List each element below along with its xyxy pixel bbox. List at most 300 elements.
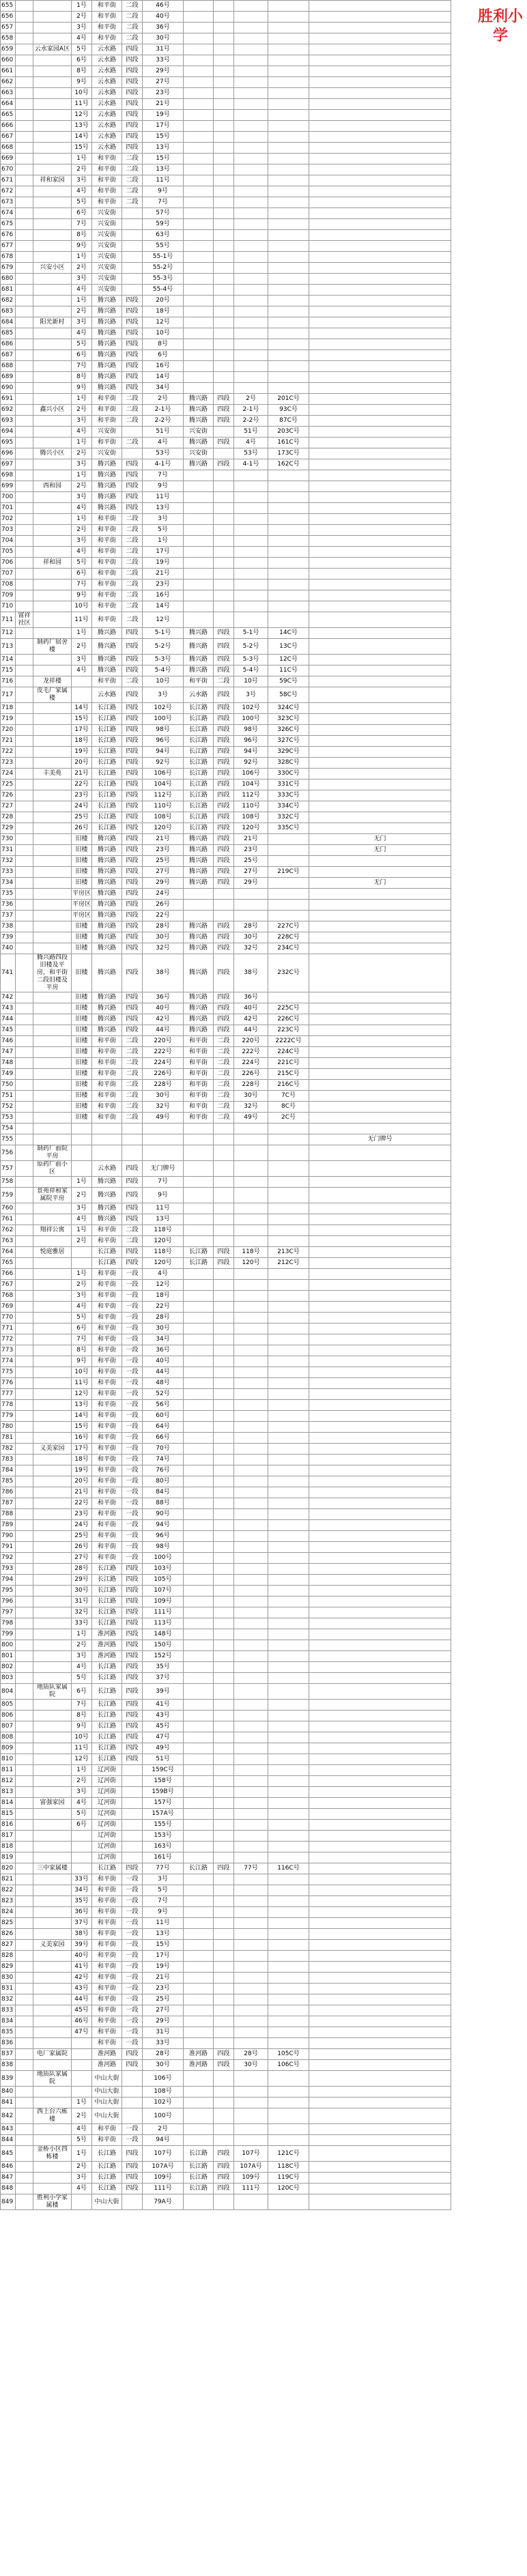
code-cell: 335C号: [268, 823, 309, 834]
house-no-2-cell: 107A号: [234, 2162, 268, 2173]
note-cell: [309, 1411, 451, 1422]
segment-cell: 二段: [122, 438, 143, 448]
table-row: [1, 1124, 451, 1134]
table-row: [1, 1896, 451, 1907]
table-row: [1, 1787, 451, 1798]
segment-cell: 四段: [122, 790, 143, 801]
community-cell: [16, 1564, 33, 1575]
row-number-cell: 770: [1, 1313, 16, 1323]
street-2-cell: [184, 1842, 214, 1852]
note-cell: [309, 812, 451, 823]
code-cell: [268, 1874, 309, 1885]
segment-2-cell: 四段: [214, 736, 234, 747]
house-no-2-cell: [234, 110, 268, 121]
code-cell: [268, 1940, 309, 1951]
building-no-cell: 5号: [72, 197, 92, 208]
house-no-2-cell: 4-1号: [234, 459, 268, 470]
table-row: [1, 590, 451, 601]
code-cell: [268, 1313, 309, 1323]
building-no-cell: 2号: [72, 306, 92, 317]
community-cell: [16, 350, 33, 361]
note-cell: [309, 992, 451, 1003]
segment-2-cell: 四段: [214, 459, 234, 470]
house-no-cell: 96号: [143, 1531, 184, 1542]
house-no-cell: 47号: [143, 1732, 184, 1743]
house-no-cell: 19号: [143, 558, 184, 569]
row-number-cell: 803: [1, 1673, 16, 1684]
house-no-cell: 30号: [143, 1323, 184, 1334]
row-number-cell: 764: [1, 1247, 16, 1258]
house-no-2-cell: [234, 1809, 268, 1820]
house-no-cell: 120号: [143, 1236, 184, 1247]
house-no-cell: 34号: [143, 1334, 184, 1345]
house-no-cell: 84号: [143, 1487, 184, 1498]
note-cell: [309, 547, 451, 558]
compound-cell: [33, 1455, 72, 1465]
house-no-cell: 2-1号: [143, 405, 184, 416]
table-row: [1, 823, 451, 834]
house-no-cell: 94号: [143, 1520, 184, 1531]
row-number-cell: 806: [1, 1711, 16, 1721]
segment-2-cell: 四段: [214, 769, 234, 779]
house-no-cell: 103号: [143, 1564, 184, 1575]
note-cell: [309, 714, 451, 725]
community-cell: [16, 1721, 33, 1732]
code-cell: [268, 2135, 309, 2146]
code-cell: 328C号: [268, 758, 309, 769]
code-cell: [268, 579, 309, 590]
code-cell: [268, 1651, 309, 1662]
house-no-2-cell: [234, 1721, 268, 1732]
compound-cell: [33, 132, 72, 143]
compound-cell: [33, 878, 72, 889]
segment-cell: 一段: [122, 1885, 143, 1896]
row-number-cell: 767: [1, 1280, 16, 1291]
code-cell: [268, 1531, 309, 1542]
table-row: [1, 1389, 451, 1400]
community-cell: [16, 1047, 33, 1058]
note-cell: [309, 1280, 451, 1291]
code-cell: [268, 1994, 309, 2005]
segment-2-cell: [214, 1940, 234, 1951]
table-row: [1, 154, 451, 164]
segment-cell: 一段: [122, 1498, 143, 1509]
street-2-cell: [184, 1918, 214, 1929]
code-cell: 330C号: [268, 769, 309, 779]
street-cell: 和平街: [92, 1036, 122, 1047]
street-2-cell: [184, 558, 214, 569]
note-cell: [309, 569, 451, 579]
segment-2-cell: [214, 525, 234, 536]
row-number-cell: 748: [1, 1058, 16, 1069]
table-row: [1, 1091, 451, 1102]
note-cell: [309, 88, 451, 99]
note-cell: [309, 1177, 451, 1188]
table-row: [1, 296, 451, 306]
compound-cell: [33, 1323, 72, 1334]
table-row: [1, 1313, 451, 1323]
street-cell: 云水路: [92, 66, 122, 77]
house-no-2-cell: [234, 1929, 268, 1940]
row-number-cell: 672: [1, 186, 16, 197]
house-no-2-cell: 94号: [234, 747, 268, 758]
house-no-cell: 30号: [143, 33, 184, 44]
note-cell: [309, 1124, 451, 1134]
house-no-cell: 77号: [143, 1863, 184, 1874]
community-cell: [16, 1455, 33, 1465]
segment-2-cell: 二段: [214, 1058, 234, 1069]
row-number-cell: 805: [1, 1700, 16, 1711]
house-no-2-cell: [234, 1629, 268, 1640]
compound-cell: [33, 1700, 72, 1711]
house-no-2-cell: 222号: [234, 1047, 268, 1058]
compound-cell: 皮毛厂家属楼: [33, 687, 72, 703]
note-cell: [309, 317, 451, 328]
row-number-cell: 710: [1, 601, 16, 612]
street-cell: 兴安街: [92, 241, 122, 252]
house-no-2-cell: [234, 186, 268, 197]
street-cell: [92, 1134, 122, 1145]
street-2-cell: [184, 1378, 214, 1389]
street-2-cell: 长江路: [184, 747, 214, 758]
table-row: [1, 1918, 451, 1929]
note-cell: [309, 55, 451, 66]
house-no-2-cell: [234, 1776, 268, 1787]
community-cell: [16, 285, 33, 296]
compound-cell: [33, 1885, 72, 1896]
house-no-2-cell: [234, 492, 268, 503]
house-no-2-cell: [234, 339, 268, 350]
table-row: [1, 666, 451, 676]
street-2-cell: 腾兴路: [184, 943, 214, 954]
note-cell: [309, 1684, 451, 1700]
row-number-cell: 840: [1, 2087, 16, 2098]
row-number-cell: 704: [1, 536, 16, 547]
house-no-2-cell: 28号: [234, 921, 268, 932]
street-2-cell: [184, 154, 214, 164]
segment-2-cell: 四段: [214, 845, 234, 856]
community-cell: [16, 2124, 33, 2135]
table-row: [1, 1809, 451, 1820]
segment-2-cell: [214, 503, 234, 514]
street-2-cell: [184, 1732, 214, 1743]
table-row: [1, 12, 451, 23]
community-cell: [16, 317, 33, 328]
house-no-2-cell: [234, 481, 268, 492]
house-no-2-cell: 98号: [234, 725, 268, 736]
row-number-cell: 807: [1, 1721, 16, 1732]
row-number-cell: 666: [1, 121, 16, 132]
street-cell: 和平街: [92, 1047, 122, 1058]
segment-cell: 四段: [122, 801, 143, 812]
compound-cell: [33, 1203, 72, 1214]
building-no-cell: 12号: [72, 1754, 92, 1765]
house-no-cell: 22号: [143, 1302, 184, 1313]
row-number-cell: 753: [1, 1113, 16, 1124]
street-cell: 和平街: [92, 1896, 122, 1907]
building-no-cell: [72, 1134, 92, 1145]
row-number-cell: 702: [1, 514, 16, 525]
table-row: [1, 1684, 451, 1700]
community-cell: [16, 1389, 33, 1400]
code-cell: [268, 1134, 309, 1145]
note-cell: [309, 252, 451, 263]
segment-cell: 一段: [122, 1313, 143, 1323]
street-2-cell: [184, 2038, 214, 2049]
street-cell: 长江路: [92, 1754, 122, 1765]
row-number-cell: 677: [1, 241, 16, 252]
table-row: [1, 2184, 451, 2194]
code-cell: [268, 1161, 309, 1177]
segment-cell: 四段: [122, 66, 143, 77]
table-row: [1, 2016, 451, 2027]
compound-cell: 西上台六栋楼: [33, 2108, 72, 2124]
house-no-cell: 9号: [143, 186, 184, 197]
row-number-cell: 826: [1, 1929, 16, 1940]
segment-cell: 四段: [122, 1003, 143, 1014]
code-cell: [268, 1, 309, 12]
code-cell: 212C号: [268, 1258, 309, 1269]
street-2-cell: [184, 1640, 214, 1651]
building-no-cell: 15号: [72, 143, 92, 154]
street-cell: 和平街: [92, 569, 122, 579]
note-cell: [309, 2027, 451, 2038]
street-cell: 和平街: [92, 154, 122, 164]
note-cell: [309, 579, 451, 590]
compound-cell: 三中家属楼: [33, 1863, 72, 1874]
building-no-cell: 7号: [72, 1334, 92, 1345]
table-row: [1, 2049, 451, 2060]
house-no-cell: 90号: [143, 1509, 184, 1520]
row-number-cell: 834: [1, 2016, 16, 2027]
note-cell: [309, 372, 451, 383]
table-row: [1, 361, 451, 372]
note-cell: [309, 1885, 451, 1896]
community-cell: [16, 12, 33, 23]
street-2-cell: 和平街: [184, 1080, 214, 1091]
house-no-cell: 55-1号: [143, 252, 184, 263]
building-no-cell: 11号: [72, 1378, 92, 1389]
row-number-cell: 659: [1, 44, 16, 55]
segment-cell: [122, 1134, 143, 1145]
street-2-cell: [184, 1177, 214, 1188]
row-number-cell: 663: [1, 88, 16, 99]
house-no-2-cell: [234, 33, 268, 44]
compound-cell: 丰美苑: [33, 769, 72, 779]
compound-cell: 西和园: [33, 481, 72, 492]
compound-cell: [33, 23, 72, 33]
house-no-cell: 13号: [143, 164, 184, 175]
code-cell: [268, 1487, 309, 1498]
house-no-cell: 92号: [143, 758, 184, 769]
street-2-cell: [184, 1280, 214, 1291]
community-cell: [16, 1863, 33, 1874]
street-cell: 云水路: [92, 132, 122, 143]
house-no-2-cell: [234, 154, 268, 164]
code-cell: 7C号: [268, 1091, 309, 1102]
compound-cell: 景苑祥和家属院平房: [33, 1188, 72, 1203]
table-row: [1, 639, 451, 655]
segment-2-cell: [214, 1973, 234, 1984]
house-no-2-cell: 102号: [234, 703, 268, 714]
house-no-cell: 14号: [143, 601, 184, 612]
community-cell: [16, 1091, 33, 1102]
building-no-cell: 4号: [72, 33, 92, 44]
building-no-cell: 42号: [72, 1973, 92, 1984]
building-no-cell: 1号: [72, 514, 92, 525]
street-cell: 和平街: [92, 1918, 122, 1929]
code-cell: 8C号: [268, 1102, 309, 1113]
code-cell: [268, 339, 309, 350]
row-number-cell: 681: [1, 285, 16, 296]
building-no-cell: 旧楼: [72, 1113, 92, 1124]
segment-2-cell: [214, 1542, 234, 1553]
segment-2-cell: 四段: [214, 1863, 234, 1874]
compound-cell: [33, 1531, 72, 1542]
note-cell: [309, 758, 451, 769]
note-cell: [309, 328, 451, 339]
segment-2-cell: 四段: [214, 921, 234, 932]
compound-cell: [33, 459, 72, 470]
segment-2-cell: 四段: [214, 2173, 234, 2184]
row-number-cell: 656: [1, 12, 16, 23]
house-no-2-cell: 51号: [234, 427, 268, 438]
house-no-2-cell: 120号: [234, 1258, 268, 1269]
table-row: [1, 1597, 451, 1607]
segment-cell: 四段: [122, 88, 143, 99]
compound-cell: [33, 208, 72, 219]
segment-2-cell: [214, 2108, 234, 2124]
row-number-cell: 842: [1, 2108, 16, 2124]
house-no-2-cell: [234, 1673, 268, 1684]
street-2-cell: [184, 1711, 214, 1721]
note-cell: [309, 900, 451, 911]
row-number-cell: 816: [1, 1820, 16, 1831]
note-cell: [309, 263, 451, 274]
street-2-cell: 和平街: [184, 1047, 214, 1058]
house-no-cell: 9号: [143, 1907, 184, 1918]
table-row: [1, 1247, 451, 1258]
segment-cell: 一段: [122, 1334, 143, 1345]
street-cell: 腾兴路: [92, 1177, 122, 1188]
segment-cell: [122, 2071, 143, 2087]
house-no-2-cell: [234, 88, 268, 99]
segment-cell: 四段: [122, 878, 143, 889]
table-row: [1, 2038, 451, 2049]
segment-cell: 一段: [122, 1465, 143, 1476]
building-no-cell: [72, 687, 92, 703]
community-cell: [16, 1607, 33, 1618]
building-no-cell: 旧楼: [72, 1047, 92, 1058]
community-cell: [16, 1520, 33, 1531]
street-2-cell: [184, 23, 214, 33]
compound-cell: [33, 2173, 72, 2184]
street-cell: 腾兴路: [92, 339, 122, 350]
compound-cell: 胜利小学家属楼: [33, 2194, 72, 2210]
building-no-cell: 24号: [72, 801, 92, 812]
community-cell: [16, 687, 33, 703]
note-cell: [309, 241, 451, 252]
house-no-cell: 52号: [143, 1389, 184, 1400]
house-no-cell: 118号: [143, 1225, 184, 1236]
compound-cell: [33, 99, 72, 110]
street-2-cell: [184, 1520, 214, 1531]
compound-cell: [33, 306, 72, 317]
code-cell: 11C号: [268, 666, 309, 676]
street-2-cell: [184, 1, 214, 12]
street-2-cell: [184, 55, 214, 66]
note-cell: [309, 2038, 451, 2049]
community-cell: [16, 55, 33, 66]
house-no-2-cell: 42号: [234, 1014, 268, 1025]
segment-cell: [122, 1776, 143, 1787]
segment-cell: 一段: [122, 1378, 143, 1389]
street-cell: 和平街: [92, 1553, 122, 1564]
house-no-2-cell: [234, 372, 268, 383]
house-no-2-cell: 30号: [234, 1091, 268, 1102]
table-row: [1, 285, 451, 296]
street-2-cell: 腾兴路: [184, 655, 214, 666]
house-no-cell: 40号: [143, 1003, 184, 1014]
house-no-2-cell: [234, 1509, 268, 1520]
house-no-2-cell: 44号: [234, 1025, 268, 1036]
house-no-cell: 76号: [143, 1465, 184, 1476]
note-cell: [309, 2146, 451, 2162]
segment-cell: 四段: [122, 747, 143, 758]
compound-cell: [33, 1003, 72, 1014]
note-cell: [309, 1798, 451, 1809]
table-row: [1, 1433, 451, 1444]
segment-2-cell: [214, 1607, 234, 1618]
note-cell: [309, 459, 451, 470]
row-number-cell: 779: [1, 1411, 16, 1422]
segment-cell: [122, 2098, 143, 2108]
table-row: [1, 1509, 451, 1520]
house-no-2-cell: 111号: [234, 2184, 268, 2194]
house-no-2-cell: [234, 1918, 268, 1929]
code-cell: [268, 1831, 309, 1842]
street-2-cell: [184, 569, 214, 579]
row-number-cell: 709: [1, 590, 16, 601]
code-cell: 329C号: [268, 747, 309, 758]
segment-cell: [122, 219, 143, 230]
building-no-cell: 2号: [72, 263, 92, 274]
house-no-2-cell: 5-2号: [234, 639, 268, 655]
row-number-cell: 766: [1, 1269, 16, 1280]
house-no-cell: 4-1号: [143, 459, 184, 470]
house-no-cell: 59号: [143, 219, 184, 230]
house-no-2-cell: 49号: [234, 1113, 268, 1124]
house-no-2-cell: [234, 66, 268, 77]
house-no-2-cell: [234, 470, 268, 481]
segment-cell: 四段: [122, 1214, 143, 1225]
row-number-cell: 755: [1, 1134, 16, 1145]
note-cell: [309, 1754, 451, 1765]
community-cell: [16, 1973, 33, 1984]
building-no-cell: 旧楼: [72, 992, 92, 1003]
street-2-cell: 腾兴路: [184, 405, 214, 416]
table-row: [1, 1607, 451, 1618]
segment-cell: 四段: [122, 2184, 143, 2194]
segment-cell: 二段: [122, 197, 143, 208]
compound-cell: [33, 725, 72, 736]
segment-2-cell: [214, 514, 234, 525]
segment-cell: 一段: [122, 1367, 143, 1378]
note-cell: [309, 186, 451, 197]
table-row: [1, 110, 451, 121]
building-no-cell: 2号: [72, 481, 92, 492]
table-row: [1, 44, 451, 55]
